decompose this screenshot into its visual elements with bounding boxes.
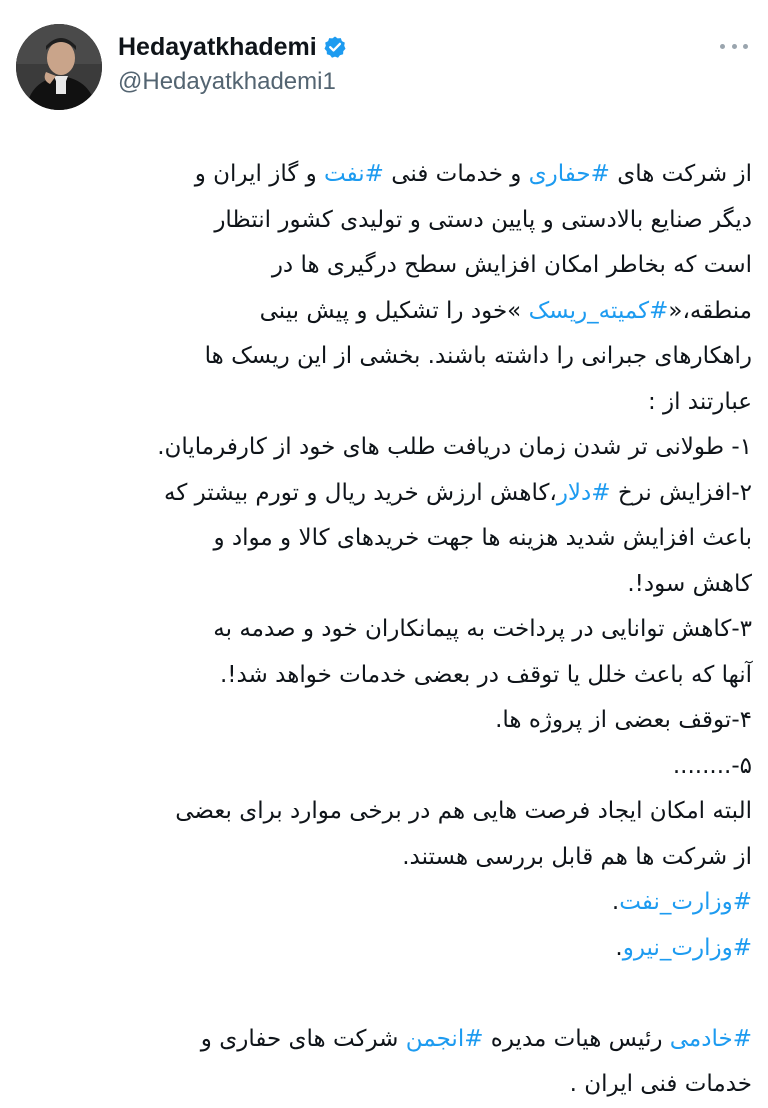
- tweet-line: [16, 289, 752, 335]
- tweet-text-segment: ۴-توقف بعضی از پروژه ها.: [495, 707, 752, 733]
- tweet-text-segment: ۵-........: [672, 752, 752, 779]
- tweet-text: [16, 152, 752, 1108]
- tweet-line: [16, 607, 752, 653]
- tweet-text-segment: و گاز ایران و: [194, 161, 325, 187]
- tweet-text-segment: است که بخاطر امکان افزایش سطح درگیری ها در: [271, 252, 752, 278]
- tweet-text-segment: ،کاهش ارزش خرید ریال و تورم بیشتر که: [164, 479, 557, 506]
- hashtag-link[interactable]: #نفت: [324, 161, 384, 187]
- tweet-text-segment: ۳-کاهش توانایی در پرداخت به پیمانکاران خود و صدمه به: [213, 616, 752, 642]
- blank-line: [16, 971, 752, 1017]
- verified-badge-icon: [323, 35, 347, 59]
- tweet-line: [16, 516, 752, 562]
- tweet-line: [16, 653, 752, 699]
- tweet-line: [16, 425, 752, 471]
- more-options-icon[interactable]: [720, 36, 748, 56]
- tweet-text-segment: ۲-افزایش نرخ: [610, 479, 752, 506]
- hashtag-link[interactable]: #دلار: [556, 479, 611, 506]
- user-handle[interactable]: @Hedayatkhademi1: [118, 68, 336, 95]
- hashtag-link[interactable]: #وزارت_نفت: [619, 889, 752, 915]
- tweet-line: [16, 1062, 752, 1108]
- tweet-text-segment: خدمات فنی ایران .: [569, 1071, 752, 1097]
- hashtag-link[interactable]: #خادمی: [669, 1025, 752, 1052]
- hashtag-link[interactable]: #انجمن: [405, 1025, 484, 1052]
- display-name-row[interactable]: [118, 30, 347, 64]
- tweet-text-segment: راهکارهای جبرانی را داشته باشند. بخشی از این ریسک ها: [204, 343, 752, 369]
- tweet-line: [16, 334, 752, 380]
- more-dot: [720, 44, 725, 49]
- tweet-text-segment: رئیس هیات مدیره: [483, 1025, 670, 1052]
- tweet-line: [16, 698, 752, 744]
- hashtag-link[interactable]: #حفاری: [528, 161, 610, 187]
- tweet-text-segment: .: [615, 934, 623, 961]
- tweet-header: [0, 0, 768, 130]
- tweet-text-segment: ۱- طولانی تر شدن زمان دریافت طلب های خود از کارفرمایان.: [157, 434, 752, 460]
- tweet-line: [16, 744, 752, 790]
- tweet-text-segment: دیگر صنایع بالادستی و پایین دستی و تولیدی کشور انتظار: [214, 206, 752, 233]
- tweet-line: [16, 789, 752, 835]
- tweet-line: [16, 198, 752, 244]
- tweet-text-segment: و خدمات فنی: [383, 161, 529, 187]
- tweet-line: [16, 562, 752, 608]
- hashtag-link[interactable]: #وزارت_نیرو: [622, 934, 752, 961]
- more-dot: [732, 44, 737, 49]
- tweet-text-segment: شرکت های حفاری و: [200, 1025, 406, 1052]
- display-name[interactable]: Hedayatkhademi: [118, 32, 317, 61]
- hashtag-link[interactable]: #کمیته_ریسک: [528, 297, 669, 324]
- tweet-text-segment: آنها که باعث خلل یا توقف در بعضی خدمات خواهد شد!.: [219, 661, 752, 688]
- tweet-line: [16, 380, 752, 426]
- tweet-text-segment: کاهش سود!.: [627, 570, 752, 597]
- tweet-line: [16, 471, 752, 517]
- tweet-line: [16, 835, 752, 881]
- tweet-line: [16, 1017, 752, 1063]
- tweet-line: [16, 243, 752, 289]
- more-dot: [743, 44, 748, 49]
- tweet-text-segment: منطقه،«: [668, 297, 752, 324]
- tweet-text-segment: .: [611, 889, 620, 915]
- tweet-text-segment: »خود را تشکیل و پیش بینی: [259, 297, 529, 324]
- tweet-line: [16, 926, 752, 972]
- tweet-text-segment: از شرکت های: [609, 161, 752, 187]
- author-names: [118, 30, 347, 96]
- tweet-text-segment: البته امکان ایجاد فرصت هایی هم در برخی موارد برای بعضی: [175, 798, 752, 824]
- tweet-text-segment: عبارتند از :: [647, 388, 752, 415]
- avatar-photo: [16, 24, 102, 110]
- tweet-line: [16, 152, 752, 198]
- tweet-text-segment: از شرکت ها هم قابل بررسی هستند.: [402, 843, 752, 870]
- avatar[interactable]: [16, 24, 102, 110]
- tweet-text-segment: باعث افزایش شدید هزینه ها جهت خریدهای کالا و مواد و: [213, 525, 752, 551]
- tweet-line: [16, 880, 752, 926]
